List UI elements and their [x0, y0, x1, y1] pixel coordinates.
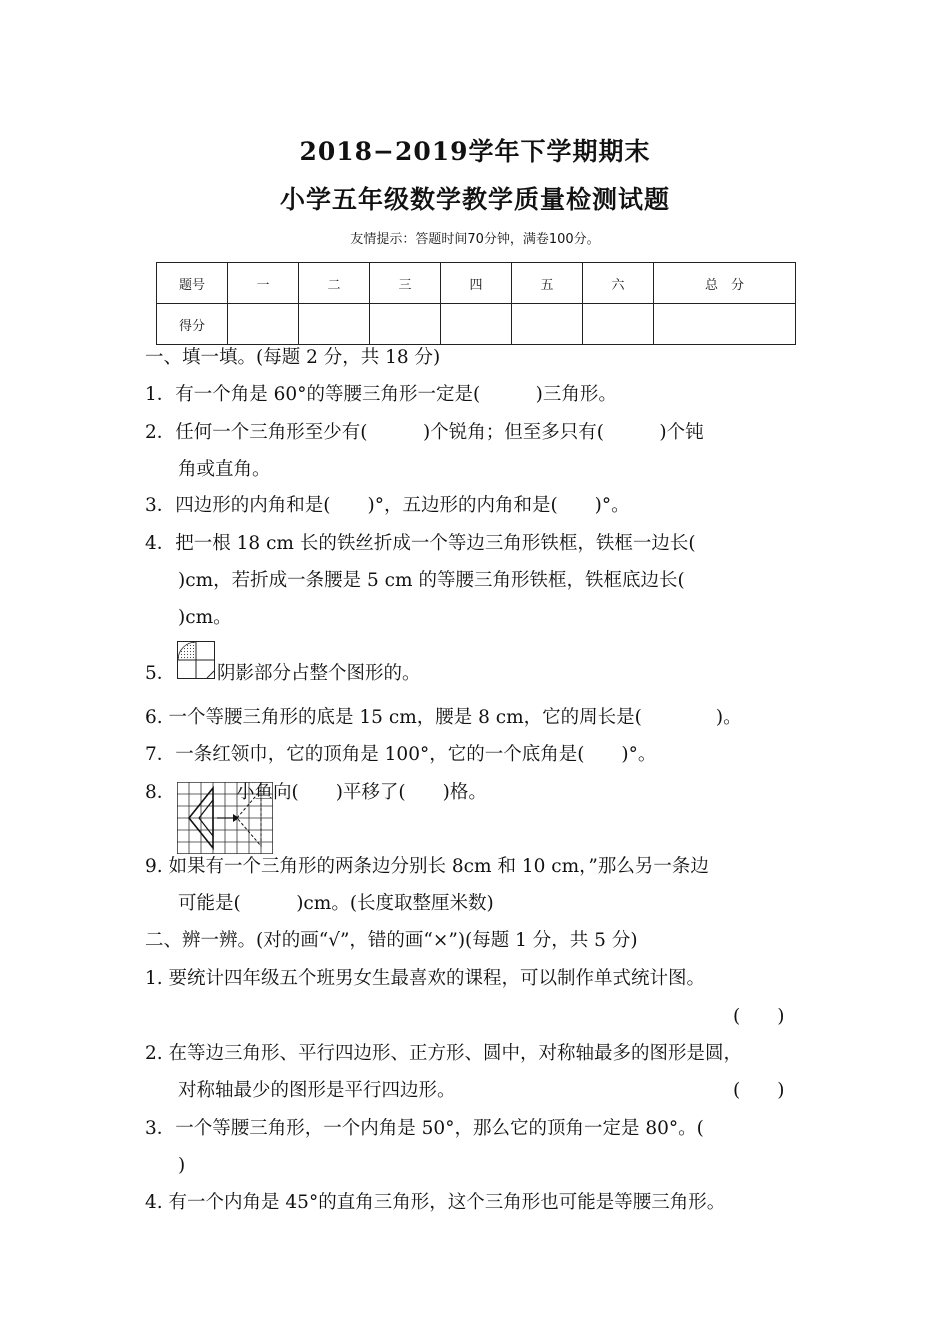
question-1-4-line2: )cm，若折成一条腰是 5 cm 的等腰三角形铁框，铁框底边长( [178, 570, 685, 591]
question-1-2-line1: 2．任何一个三角形至少有( )个锐角；但至多只有( )个钝 [145, 422, 704, 443]
score-header-cell: 四 [441, 263, 512, 304]
shaded-square-figure [177, 641, 215, 679]
question-1-3: 3．四边形的内角和是( )°，五边形的内角和是( )°。 [145, 495, 630, 516]
question-2-3-line1: 3．一个等腰三角形，一个内角是 50°，那么它的顶角一定是 80°。( [145, 1118, 704, 1139]
score-cell[interactable] [370, 304, 441, 345]
question-1-4-line3: )cm。 [178, 607, 232, 628]
question-1-1: 1．有一个角是 60°的等腰三角形一定是( )三角形。 [145, 384, 617, 405]
question-1-9-line2: 可能是( )cm。(长度取整厘米数) [178, 893, 494, 914]
exam-title-line2: 小学五年级数学教学质量检测试题 [279, 185, 670, 214]
answer-bracket-2-2[interactable]: ( ) [733, 1080, 785, 1101]
answer-bracket-2-3[interactable]: ) [178, 1155, 186, 1176]
score-cell[interactable] [654, 304, 796, 345]
answer-bracket-2-1[interactable]: ( ) [733, 1006, 785, 1027]
question-1-4-line1: 4．把一根 18 cm 长的铁丝折成一个等边三角形铁框，铁框一边长( [145, 533, 696, 554]
score-header-cell: 六 [583, 263, 654, 304]
score-cell[interactable] [228, 304, 299, 345]
score-header-cell: 三 [370, 263, 441, 304]
score-cell[interactable] [583, 304, 654, 345]
score-table-header-row [157, 263, 796, 304]
exam-title-line1: 2018−2019学年下学期期末 [299, 137, 651, 166]
question-1-2-line2: 角或直角。 [178, 459, 271, 480]
question-1-7: 7．一条红领巾，它的顶角是 100°，它的一个底角是( )°。 [145, 744, 657, 765]
section1-heading: 一、填一填。(每题 2 分，共 18 分) [145, 347, 441, 368]
score-row-label: 得分 [157, 304, 228, 345]
question-1-5-text: 阴影部分占整个图形的。 [217, 663, 421, 684]
score-header-cell: 总 分 [654, 263, 796, 304]
score-header-cell: 五 [512, 263, 583, 304]
section2-heading: 二、辨一辨。(对的画“√”，错的画“×”)(每题 1 分，共 5 分) [145, 930, 638, 951]
question-2-1-line1: 1. 要统计四年级五个班男女生最喜欢的课程，可以制作单式统计图。 [145, 968, 706, 989]
score-cell[interactable] [512, 304, 583, 345]
question-1-6: 6. 一个等腰三角形的底是 15 cm，腰是 8 cm，它的周长是( )。 [145, 707, 742, 728]
score-table [156, 262, 796, 345]
question-2-4: 4. 有一个内角是 45°的直角三角形，这个三角形也可能是等腰三角形。 [145, 1192, 726, 1213]
question-1-5-number: 5． [145, 663, 176, 684]
question-1-8-number: 8． [145, 782, 176, 803]
score-header-cell: 一 [228, 263, 299, 304]
score-header-cell: 二 [299, 263, 370, 304]
score-table-score-row [157, 304, 796, 345]
question-1-9-line1: 9. 如果有一个三角形的两条边分别长 8cm 和 10 cm，”那么另一条边 [145, 856, 709, 877]
question-2-2-line2: 对称轴最少的图形是平行四边形。 [178, 1080, 456, 1101]
score-cell[interactable] [441, 304, 512, 345]
question-2-2-line1: 2. 在等边三角形、平行四边形、正方形、圆中，对称轴最多的图形是圆， [145, 1043, 743, 1064]
question-1-8-text: 小鱼向( )平移了( )格。 [236, 782, 487, 803]
score-header-cell: 题号 [157, 263, 228, 304]
exam-hint: 友情提示：答题时间70分钟，满卷100分。 [350, 232, 600, 247]
score-cell[interactable] [299, 304, 370, 345]
